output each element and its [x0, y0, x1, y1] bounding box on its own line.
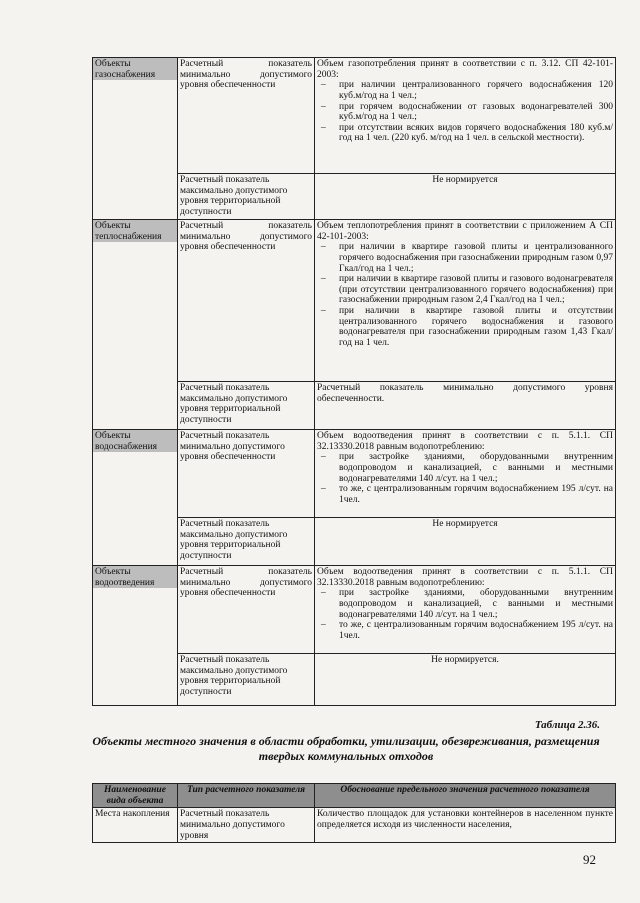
indicator-cell: Расчетный показатель минимально допустимого уровня обеспеченности — [178, 58, 315, 174]
object-type-cell: Объекты теплоснабжения — [93, 220, 178, 430]
list-item: – то же, с централизованным горячим водоснабжением 195 л/сут. на 1чел. — [317, 620, 613, 641]
column-header: Тип расчетного показателя — [178, 784, 315, 808]
value-cell: Количество площадок для установки контейнеров в населенном пункте определяется исходя из численности населения, — [315, 808, 616, 843]
object-type-cell: Объекты водоотведения — [93, 566, 178, 706]
list-item: – при наличии в квартире газовой плиты и централизованного горячего водоснабжения при газоснабжении природным газом 0,97 Гкал/год на 1 чел.; — [317, 242, 613, 274]
indicator-cell: Расчетный показатель максимально допустимого уровня территориальной доступности — [178, 654, 315, 706]
list-item: – при застройке зданиями, оборудованными внутренним водопроводом и канализацией, с ванными и местными водонагревателями 140 л/сут. на 1 чел.; — [317, 588, 613, 620]
value-cell: Расчетный показатель минимально допустимого уровня обеспеченности. — [315, 382, 616, 430]
value-cell: Объем водоотведения принят в соответствии с п. 5.1.1. СП 32.13330.2018 равным водопотреблению: – при застройке зданиями, оборудованными внутренним водопроводом и канализацией, с ванными и местными водонагревателями 140 л/сут. на 1 чел.; – то же, с централизованным горячим водоснабжением 195 л/сут. на 1чел. — [315, 430, 616, 518]
value-cell: Объем газопотребления принят в соответствии с п. 3.12. СП 42-101-2003: – при наличии централизованного горячего водоснабжения 120 куб.м/год на 1 чел.; – при горячем водоснабжении от газовых водонагревателей 300 куб.м/год на 1 чел.; – при отсутствии всяких видов горячего водоснабжения 180 куб.м/год на 1 чел. (220 куб. м/год на 1 чел. в сельской местности). — [315, 58, 616, 174]
value-cell: Не нормируется — [315, 174, 616, 220]
indicator-cell: Расчетный показатель минимально допустимого уровня — [178, 808, 315, 843]
table-row — [93, 430, 616, 518]
table-title: Объекты местного значения в области обработки, утилизации, обезвреживания, размещения твердых коммунальных отходов — [92, 734, 600, 763]
list-item: – при наличии централизованного горячего водоснабжения 120 куб.м/год на 1 чел.; — [317, 80, 613, 101]
list-item: – при наличии в квартире газовой плиты и отсутствии централизованного горячего водоснабжения и газового водонагревателя при газоснабжении природным газом 1,43 Гкал/год на 1 чел. — [317, 306, 613, 349]
value-cell: Объем теплопотребления принят в соответствии с приложением А СП 42-101-2003: – при наличии в квартире газовой плиты и централизованного горячего водоснабжения при газоснабжении природным газом 0,97 Гкал/год на 1 чел.; – при наличии в квартире газовой плиты и газового водонагревателя (при отсутствии централизованного горячего водоснабжения) при газоснабжении природным газом 2,4 Гкал/год на 1 чел.; – при наличии в квартире газовой плиты и отсутствии централизованного горячего водоснабжения и газового водонагревателя при газоснабжении природным газом 1,43 Гкал/год на 1 чел. — [315, 220, 616, 382]
value-cell: Не нормируется. — [315, 654, 616, 706]
value-cell: Не нормируется — [315, 518, 616, 566]
object-type-cell: Объекты водоснабжения — [93, 430, 178, 566]
indicator-cell: Расчетный показатель максимально допустимого уровня территориальной доступности — [178, 518, 315, 566]
column-header: Наименование вида объекта — [93, 784, 178, 808]
indicator-cell: Расчетный показатель минимально допустимого уровня обеспеченности — [178, 220, 315, 382]
page-number: 92 — [583, 852, 596, 867]
list-item: – при наличии в квартире газовой плиты и газового водонагревателя (при отсутствии централизованного горячего водоснабжения) при газоснабжении природным газом 2,4 Гкал/год на 1 чел.; — [317, 274, 613, 306]
object-type-cell: Места накопления — [93, 808, 178, 843]
list-item: – то же, с централизованным горячим водоснабжением 195 л/сут. на 1чел. — [317, 484, 613, 505]
list-item: – при застройке зданиями, оборудованными внутренним водопроводом и канализацией, с ванными и местными водонагревателями 140 л/сут. на 1 чел.; — [317, 452, 613, 484]
table-row — [93, 58, 616, 174]
indicator-cell: Расчетный показатель минимально допустимого уровня обеспеченности — [178, 430, 315, 518]
value-cell: Объем водоотведения принят в соответствии с п. 5.1.1. СП 32.13330.2018 равным водопотреблению: – при застройке зданиями, оборудованными внутренним водопроводом и канализацией, с ванными и местными водонагревателями 140 л/сут. на 1 чел.; – то же, с централизованным горячим водоснабжением 195 л/сут. на 1чел. — [315, 566, 616, 654]
column-header: Обоснование предельного значения расчетного показателя — [315, 784, 616, 808]
table-number: Таблица 2.36. — [534, 719, 600, 731]
table-row — [93, 566, 616, 654]
table-row — [93, 808, 616, 843]
table-header-row — [93, 784, 616, 808]
waste-table — [92, 783, 616, 843]
table-row — [93, 220, 616, 382]
indicator-cell: Расчетный показатель максимально допустимого уровня территориальной доступности — [178, 174, 315, 220]
indicator-cell: Расчетный показатель минимально допустимого уровня обеспеченности — [178, 566, 315, 654]
indicator-cell: Расчетный показатель максимально допустимого уровня территориальной доступности — [178, 382, 315, 430]
list-item: – при горячем водоснабжении от газовых водонагревателей 300 куб.м/год на 1 чел.; — [317, 102, 613, 123]
object-type-cell: Объекты газоснабжения — [93, 58, 178, 220]
list-item: – при отсутствии всяких видов горячего водоснабжения 180 куб.м/год на 1 чел. (220 куб. м/год на 1 чел. в сельской местности). — [317, 123, 613, 144]
norms-table — [92, 57, 616, 706]
